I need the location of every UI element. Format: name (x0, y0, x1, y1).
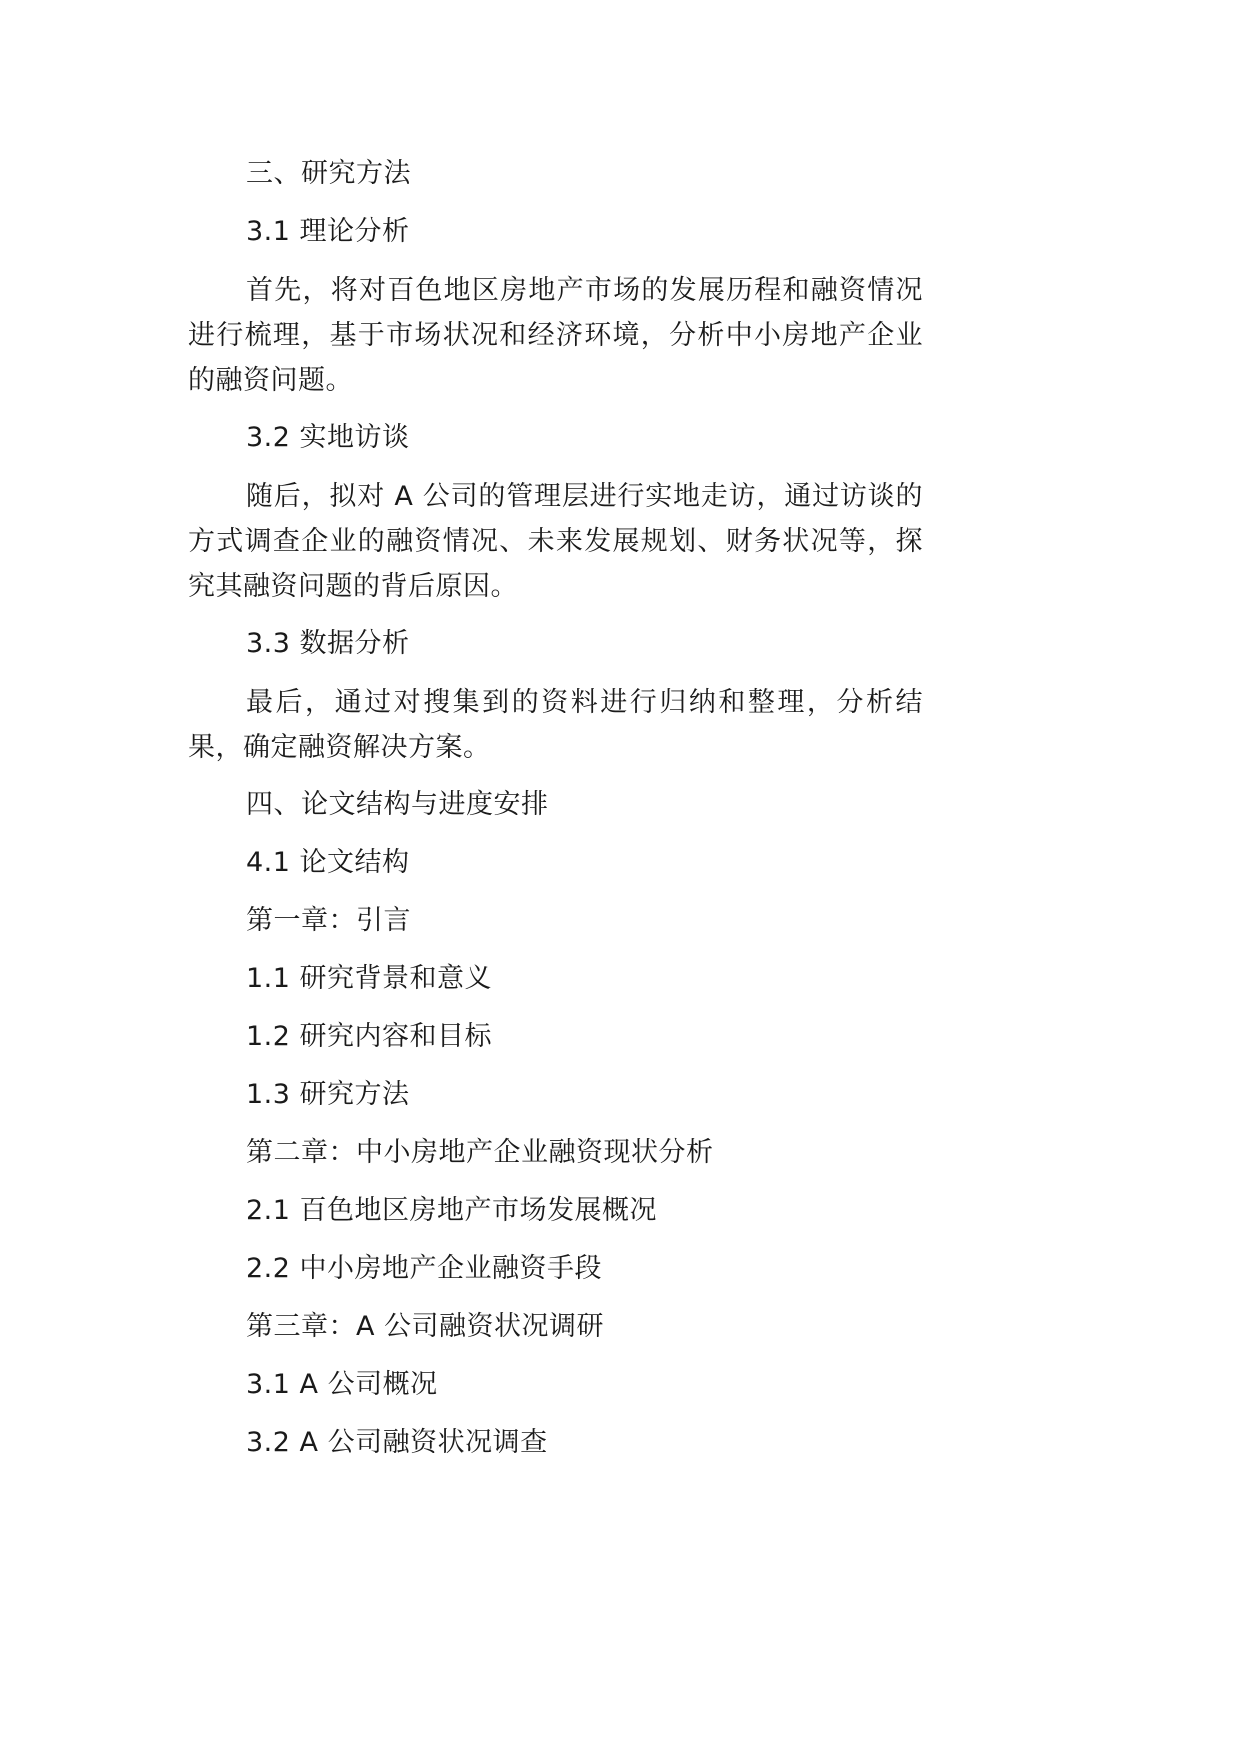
outline-item-1-2: 1.2 研究内容和目标 (246, 1021, 493, 1052)
section-3-heading: 三、研究方法 (246, 158, 411, 189)
outline-item-1-1: 1.1 研究背景和意义 (246, 963, 493, 994)
subsection-3-1-paragraph: 首先，将对百色地区房地产市场的发展历程和融资情况进行梳理，基于市场状况和经济环境，分析中小房地产企业的融资问题。 (188, 275, 923, 396)
outline-item-chapter-1: 第一章：引言 (246, 905, 411, 936)
subsection-4-1-heading: 4.1 论文结构 (246, 847, 410, 878)
outline-item-chapter-3: 第三章：A 公司融资状况调研 (246, 1311, 605, 1342)
outline-item-1-3: 1.3 研究方法 (246, 1079, 410, 1110)
subsection-3-3-paragraph: 最后，通过对搜集到的资料进行归纳和整理，分析结果，确定融资解决方案。 (188, 687, 923, 763)
subsection-3-2-paragraph: 随后，拟对 A 公司的管理层进行实地走访，通过访谈的方式调查企业的融资情况、未来发展规划、财务状况等，探究其融资问题的背后原因。 (188, 481, 923, 602)
outline-item-3-2: 3.2 A 公司融资状况调查 (246, 1427, 548, 1458)
document-body (188, 152, 1038, 1465)
subsection-3-1-heading: 3.1 理论分析 (246, 216, 410, 247)
thesis-outline (188, 899, 1038, 1465)
outline-item-chapter-2: 第二章：中小房地产企业融资现状分析 (246, 1137, 714, 1168)
outline-item-3-1: 3.1 A 公司概况 (246, 1369, 438, 1400)
outline-item-2-2: 2.2 中小房地产企业融资手段 (246, 1253, 603, 1284)
subsection-3-2-heading: 3.2 实地访谈 (246, 422, 410, 453)
subsection-3-3-heading: 3.3 数据分析 (246, 628, 410, 659)
outline-item-2-1: 2.1 百色地区房地产市场发展概况 (246, 1195, 658, 1226)
section-4-heading: 四、论文结构与进度安排 (246, 789, 549, 820)
